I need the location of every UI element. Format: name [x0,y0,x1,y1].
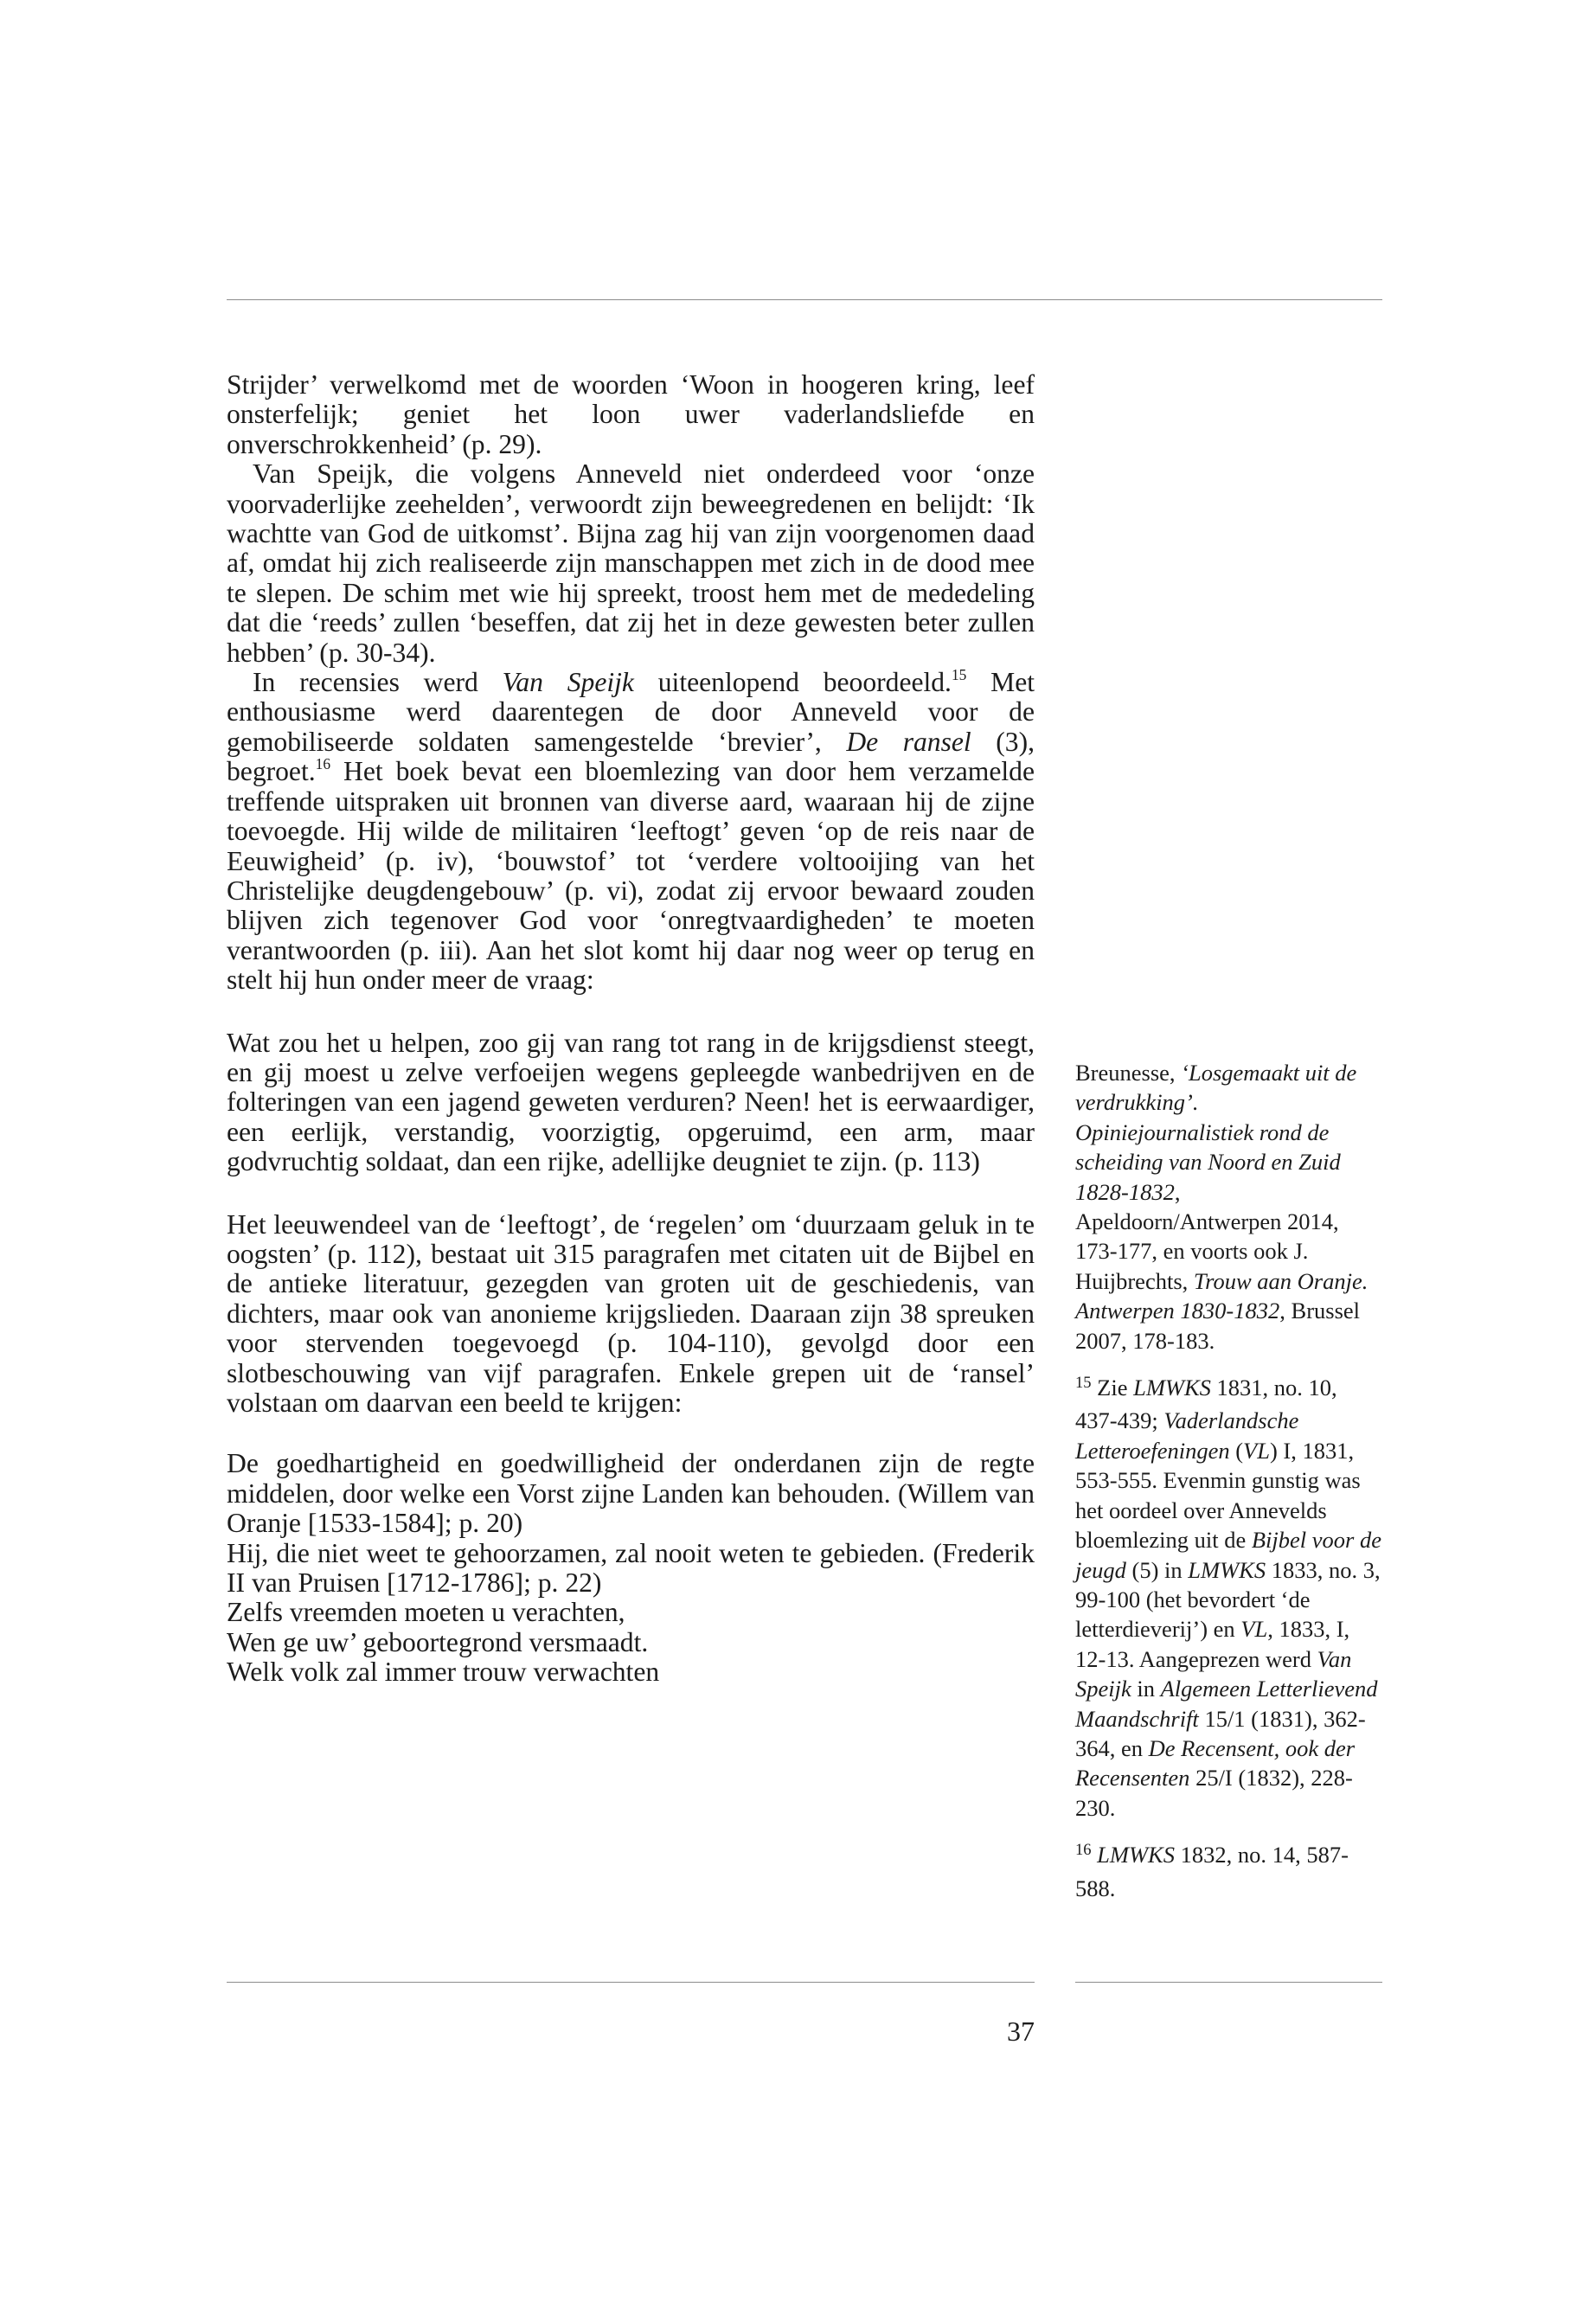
block-quote-frederik: Hij, die niet weet te gehoorzamen, zal nooit weten te gebieden. (Frederik II van Pruisen [1712-1786]; p. 22) [227,1537,1035,1599]
paragraph-2: Van Speijk, die volgens Anneveld niet onderdeed voor ‘onze voorvaderlijke zeehelden’, verwoordt zijn beweegredenen en belijdt: ‘Ik wachtte van God de uitkomst’. Bijna zag hij van zijn voorgenomen daad af, omdat hij zich realiseerde zijn manschappen met zich in de dood mee te slepen. De schim met wie hij spreekt, troost hem met de mededeling dat die ‘reeds’ zullen ‘beseffen, dat zij het in deze gewesten beter zullen hebben’ (p. 30-34). [227,458,1035,668]
paragraph-1: Strijder’ verwelkomd met de woorden ‘Woon in hoogeren kring, leef onsterfelijk; geniet het loon uwer vaderlandsliefde en onverschrokkenheid’ (p. 29). [227,369,1035,459]
footnote-ref-16: 16 [315,756,331,773]
footnote-15: $^{15}$ Zie LMWKS 1831, no. 10, 437-439; Vaderlandsche Letteroefeningen (VL) I, 1831, 553-555. Evenmin gunstig was het oordeel over Annevelds bloemlezing uit de Bijbel voor de jeugd (5) in LMWKS 1833, no. 3, 99-100 (het bevordert ‘de letterdieverij’) en VL, 1833, I, 12-13. Aangeprezen werd Van Speijk in Algemeen Letterlievend Maandschrift 15/1 (1831), 362-364, en De Recensent, ook der Recensenten 25/I (1832), 228-230. [1075,1373,1381,1821]
verse-line-3: Welk volk zal immer trouw verwachten [227,1657,660,1688]
footer-rule-sidenotes [1075,1982,1382,1983]
footnote-16: $^{16}$ LMWKS 1832, no. 14, 587-588. [1075,1840,1349,1901]
footnote-number-16: 16 [1075,1840,1092,1859]
sidenote-column [1075,1058,1382,1920]
footnote-number-15: 15 [1075,1373,1092,1392]
paragraph-4: Het leeuwendeel van de ‘leeftogt’, de ‘regelen’ om ‘duurzaam geluk in te oogsten’ (p. 112), bestaat uit 315 paragrafen met citaten uit de Bijbel en de antieke literatuur, gezegden van groten uit de geschiedenis, van dichters, maar ook van anonieme krijgslieden. Daaraan zijn 38 spreuken voor stervenden toegevoegd (p. 104-110), gevolgd door een slotbeschouwing van vijf paragrafen. Enkele grepen uit de ‘ransel’ volstaan om daarvan een beeld te krijgen: [227,1208,1035,1418]
footnote-ref-15: 15 [951,667,967,684]
verse-line-1: Zelfs vreemden moeten u verachten, [227,1597,625,1628]
block-quote-1: Wat zou het u helpen, zoo gij van rang tot rang in de krijgsdienst steegt, en gij moest u zelve verfoeijen wegens gepleegde wanbedrijven en de folteringen van een jagend geweten verduren? Neen! het is eerwaardiger, een eerlijk, verstandig, voorzigtig, opgeruimd, een arm, maar godvruchtig soldaat, dan een rijke, adellijke deugniet te zijn. (p. 113) [227,1027,1035,1177]
verse-line-2: Wen ge uw’ geboortegrond versmaadt. [227,1626,649,1657]
header-rule [227,299,1382,300]
paragraph-3: In recensies werd Van Speijk uiteenlopend beoordeeld.$^{15}$ Met enthousiasme werd daarentegen de door Anneveld voor de gemobiliseerde soldaten samengestelde ‘brevier’, De ransel (3), begroet.$^{16}$ Het boek bevat een bloemlezing van door hem verzamelde treffende uitspraken uit bronnen van diverse aard, waaraan hij de zijne toevoegde. Hij wilde de militairen ‘leeftogt’ geven ‘op de reis naar de Eeuwigheid’ (p. iv), ‘bouwstof’ tot ‘verdere voltooijing van het Christelijke deugdengebouw’ (p. vi), zodat zij ervoor bewaard zouden blijven zich tegenover God voor ‘onregtvaardigheden’ te moeten verantwoorden (p. iii). Aan het slot komt hij daar nog weer op terug en stelt hij hun onder meer de vraag: [227,667,1035,996]
page-number: 37 [1007,2016,1035,2047]
footnote-14-continued: Breunesse, ‘Losgemaakt uit de verdrukking’. Opiniejournalistiek rond de scheiding van Noord en Zuid 1828-1832, Apeldoorn/Antwerpen 2014, 173-177, en voorts ook J. Huijbrechts, Trouw aan Oranje. Antwerpen 1830-1832, Brussel 2007, 178-183. [1075,1060,1368,1354]
footer-rule-main [227,1982,1035,1983]
main-text-column [227,370,1035,1688]
title-de-ransel: De ransel [846,726,971,757]
block-quote-willem: De goedhartigheid en goedwilligheid der onderdanen zijn de regte middelen, door welke een Vorst zijne Landen kan behouden. (Willem van Oranje [1533-1584]; p. 20) [227,1448,1035,1539]
title-van-speijk: Van Speijk [502,667,634,698]
